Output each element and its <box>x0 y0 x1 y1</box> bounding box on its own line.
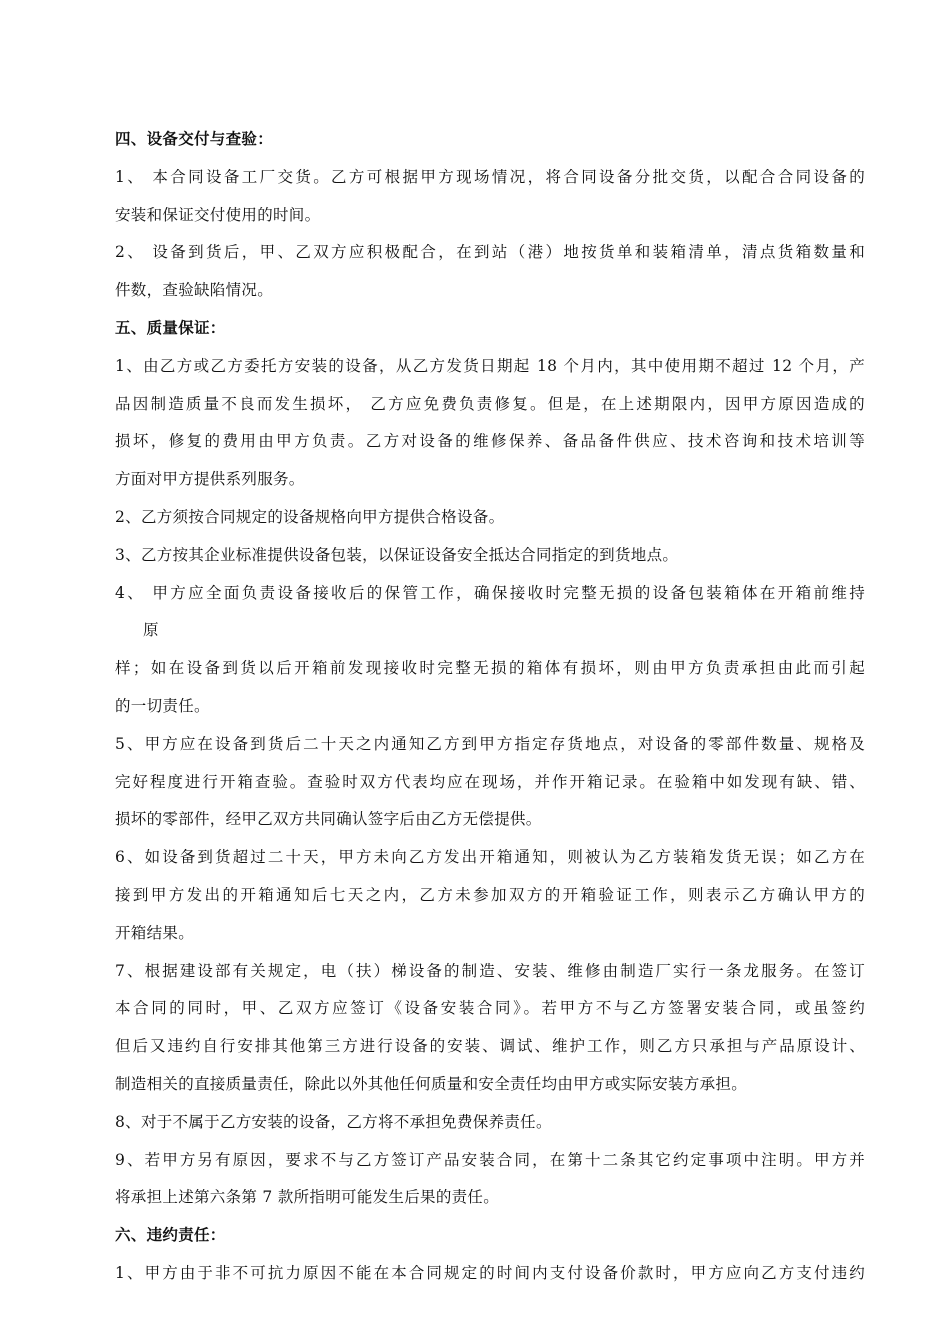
paragraph-line: 件数，查验缺陷情况。 <box>115 281 274 300</box>
paragraph-line: 5、甲方应在设备到货后二十天之内通知乙方到甲方指定存货地点，对设备的零部件数量、规格及 <box>115 734 865 753</box>
paragraph-line: 2、乙方须按合同规定的设备规格向甲方提供合格设备。 <box>115 507 505 526</box>
paragraph-line: 7、根据建设部有关规定，电（扶）梯设备的制造、安装、维修由制造厂实行一条龙服务。在签订 <box>115 961 865 980</box>
paragraph-line: 样；如在设备到货以后开箱前发现接收时完整无损的箱体有损坏，则由甲方负责承担由此而引起 <box>115 659 865 678</box>
section-heading-delivery: 四、设备交付与查验： <box>115 130 274 148</box>
paragraph-line: 8、对于不属于乙方安装的设备，乙方将不承担免费保养责任。 <box>115 1112 552 1131</box>
paragraph-line: 4、 甲方应全面负责设备接收后的保管工作，确保接收时完整无损的设备包装箱体在开箱前维持 <box>115 583 865 602</box>
paragraph-line: 损坏，修复的费用由甲方负责。乙方对设备的维修保养、备品备件供应、技术咨询和技术培训等 <box>115 432 865 451</box>
section-heading-quality: 五、质量保证： <box>115 318 226 337</box>
paragraph-line: 9、若甲方另有原因，要求不与乙方签订产品安装合同，在第十二条其它约定事项中注明。甲方并 <box>115 1150 865 1169</box>
paragraph-line: 安装和保证交付使用的时间。 <box>115 205 321 224</box>
paragraph-line: 本合同的同时，甲、乙双方应签订《设备安装合同》。若甲方不与乙方签署安装合同，或虽签约 <box>115 999 865 1018</box>
paragraph-line: 损坏的零部件，经甲乙双方共同确认签字后由乙方无偿提供。 <box>115 810 542 829</box>
paragraph-line: 品因制造质量不良而发生损坏， 乙方应免费负责修复。但是，在上述期限内，因甲方原因造成的 <box>115 394 865 413</box>
paragraph-line: 原 <box>143 621 159 640</box>
paragraph-line: 方面对甲方提供系列服务。 <box>115 470 305 489</box>
paragraph-line: 3、乙方按其企业标准提供设备包装，以保证设备安全抵达合同指定的到货地点。 <box>115 545 679 564</box>
paragraph-line: 的一切责任。 <box>115 696 210 715</box>
section-heading-liability: 六、违约责任： <box>115 1226 226 1245</box>
paragraph-line: 但后又违约自行安排其他第三方进行设备的安装、调试、维护工作，则乙方只承担与产品原设计、 <box>115 1037 865 1056</box>
paragraph-line: 1、 本合同设备工厂交货。乙方可根据甲方现场情况，将合同设备分批交货，以配合合同设备的 <box>115 167 865 186</box>
paragraph-line: 1、甲方由于非不可抗力原因不能在本合同规定的时间内支付设备价款时，甲方应向乙方支付违约 <box>115 1263 865 1282</box>
paragraph-line: 完好程度进行开箱查验。查验时双方代表均应在现场，并作开箱记录。在验箱中如发现有缺、错、 <box>115 772 865 791</box>
paragraph-line: 1、由乙方或乙方委托方安装的设备，从乙方发货日期起 18 个月内，其中使用期不超过 12 个月，产 <box>115 356 865 375</box>
paragraph-line: 6、如设备到货超过二十天，甲方未向乙方发出开箱通知，则被认为乙方装箱发货无误；如乙方在 <box>115 848 865 867</box>
contract-body <box>115 121 865 1293</box>
paragraph-line: 开箱结果。 <box>115 923 195 942</box>
paragraph-line: 制造相关的直接质量责任，除此以外其他任何质量和安全责任均由甲方或实际安装方承担。 <box>115 1074 748 1093</box>
paragraph-line: 接到甲方发出的开箱通知后七天之内，乙方未参加双方的开箱验证工作，则表示乙方确认甲方的 <box>115 885 865 904</box>
paragraph-line: 将承担上述第六条第 7 款所指明可能发生后果的责任。 <box>115 1188 500 1207</box>
paragraph-line: 2、 设备到货后，甲、乙双方应积极配合，在到站（港）地按货单和装箱清单，清点货箱数量和 <box>115 243 865 262</box>
